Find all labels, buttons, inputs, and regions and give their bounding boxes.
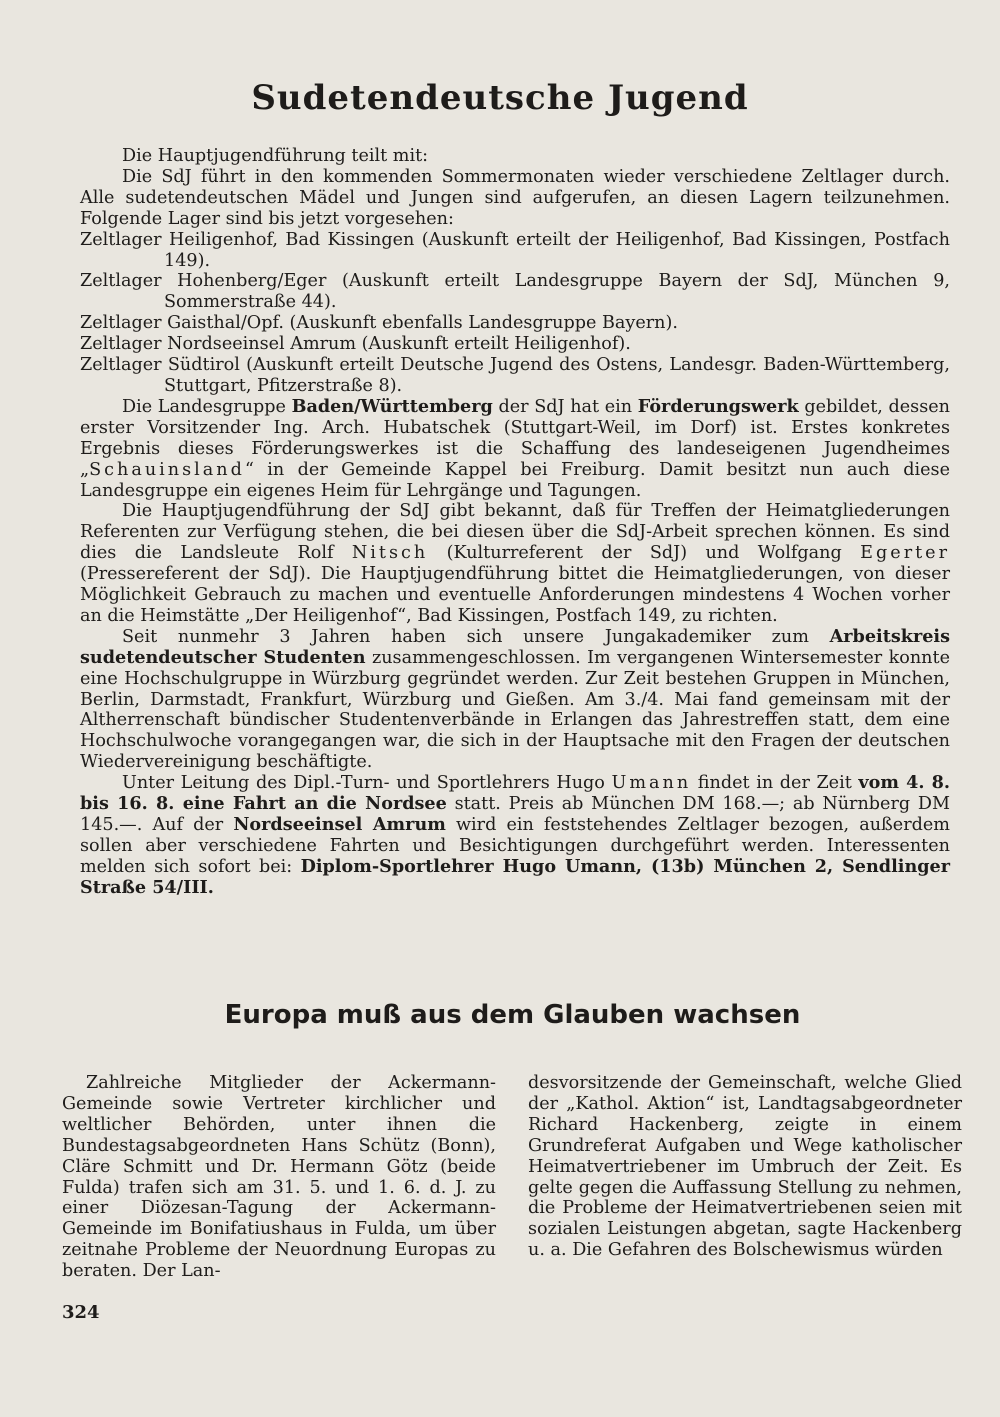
paragraph-nordsee-fahrt: Unter Leitung des Dipl.-Turn- und Sportlehrers Hugo Umann findet in der Zeit vom 4. 8. bis 16. 8. eine Fahrt an die Nordsee statt. Preis ab München DM 168.—; ab Nürnberg DM 145.—. Auf der Nordseeinsel Amrum wird ein feststehendes Zeltlager bezogen, außerdem sollen aber verschiedene Fahrten und Besichtigungen durchgeführt werden. Interessenten melden sich sofort bei: Diplom-Sportlehrer Hugo Umann, (13b) München 2, Sendlinger Straße 54/III. (80, 772, 951, 898)
paragraph-referenten: Die Hauptjugendführung der SdJ gibt bekannt, daß für Treffen der Heimatgliederungen Referenten zur Verfügung stehen, die bei diesen über die SdJ-Arbeit sprechen können. Es sind dies die Landsleute Rolf Nitsch (Kulturreferent der SdJ) und Wolfgang Egerter (Pressereferent der SdJ). Die Hauptjugendführung bittet die Heimatgliederungen, von dieser Möglichkeit Gebrauch zu machen und eventuelle Anforderungen mindestens 4 Wochen vorher an die Heimstätte „Der Heiligenhof“, Bad Kissingen, Postfach 149, zu richten. (80, 501, 950, 626)
camp-item: Zeltlager Nordseeinsel Amrum (Auskunft erteilt Heiligenhof). (80, 334, 631, 355)
camp-item: Zeltlager Südtirol (Auskunft erteilt Deutsche Jugend des Ostens, Landesgr. Baden-Württemberg, Stuttgart, Pfitzerstraße 8). (80, 355, 950, 396)
section-title-sudetendeutsche-jugend: Sudetendeutsche Jugend (251, 78, 749, 118)
camp-item: Zeltlager Hohenberg/Eger (Auskunft erteilt Landesgruppe Bayern der SdJ, München 9, Sommerstraße 44). (80, 271, 950, 313)
paragraph-foerderungswerk: Die Landesgruppe Baden/Württemberg der SdJ hat ein Förderungswerk gebildet, dessen erster Vorsitzender Ing. Arch. Hubatschek (Stuttgart-Weil, im Dorf) ist. Erstes konkretes Ergebnis dieses Förderungswerkes ist die Schaffung des landeseigenen Jugendheimes „Schauinsland“ in der Gemeinde Kappel bei Freiburg. Damit besitzt nun auch diese Landesgruppe ein eigenes Heim für Lehrgänge und Tagungen. (80, 395, 950, 501)
camp-item: Zeltlager Heiligenhof, Bad Kissingen (Auskunft erteilt der Heiligenhof, Bad Kissingen, Postfach 149). (80, 229, 950, 271)
article-column-left (62, 1073, 496, 1282)
camp-item: Zeltlager Gaisthal/Opf. (Auskunft ebenfalls Landesgruppe Bayern). (80, 313, 678, 334)
paragraph-zeltlager: Die SdJ führt in den kommenden Sommermonaten wieder verschiedene Zeltlager durch. Alle sudetendeutschen Mädel und Jungen sind aufgerufen, an diesen Lagern teilzunehmen. Folgende Lager sind bis jetzt vorgesehen: (80, 166, 950, 229)
paragraph-studenten: Seit nunmehr 3 Jahren haben sich unsere Jungakademiker zum Arbeitskreis sudetendeutscher Studenten zusammengeschlossen. Im vergangenen Wintersemester konnte eine Hochschulgruppe in Würzburg gegründet werden. Zur Zeit bestehen Gruppen in München, Berlin, Darmstadt, Frankfurt, Würzburg und Gießen. Am 3./4. Mai fand gemeinsam mit der Altherrenschaft bündischer Studentenverbände in Erlangen das Jahrestreffen statt, dem eine Hochschulwoche vorangegangen war, die sich in der Hauptsache mit den Fragen der deutschen Wiedervereinigung beschäftigte. (80, 625, 950, 773)
column-text: Zahlreiche Mitglieder der Ackermann-Gemeinde sowie Vertreter kirchlicher und weltlicher Behörden, unter ihnen die Bundestagsabgeordneten Hans Schütz (Bonn), Cläre Schmitt und Dr. Hermann Götz (beide Fulda) trafen sich am 31. 5. und 1. 6. d. J. zu einer Diözesan-Tagung der Ackermann-Gemeinde im Bonifatiushaus in Fulda, um über zeitnahe Probleme der Neuordnung Europas zu beraten. Der Lan- (62, 1073, 496, 1282)
article-column-right (528, 1073, 962, 1261)
column-text: desvorsitzende der Gemeinschaft, welche Glied der „Kathol. Aktion“ ist, Landtagsabgeordneter Richard Hackenberg, zeigte in einem Grundreferat Aufgaben und Wege katholischer Heimatvertriebener im Umbruch der Zeit. Es gelte gegen die Auffassung Stellung zu nehmen, die Probleme der Heimatvertriebenen seien mit sozialen Leistungen abgetan, sagte Hackenberg u. a. Die Gefahren des Bolschewismus würden (528, 1073, 962, 1261)
intro-line: Die Hauptjugendführung teilt mit: (122, 146, 429, 166)
section-title-europa: Europa muß aus dem Glauben wachsen (224, 1000, 801, 1030)
section-body-sudetendeutsche-jugend (80, 146, 950, 899)
page-number: 324 (62, 1302, 100, 1323)
